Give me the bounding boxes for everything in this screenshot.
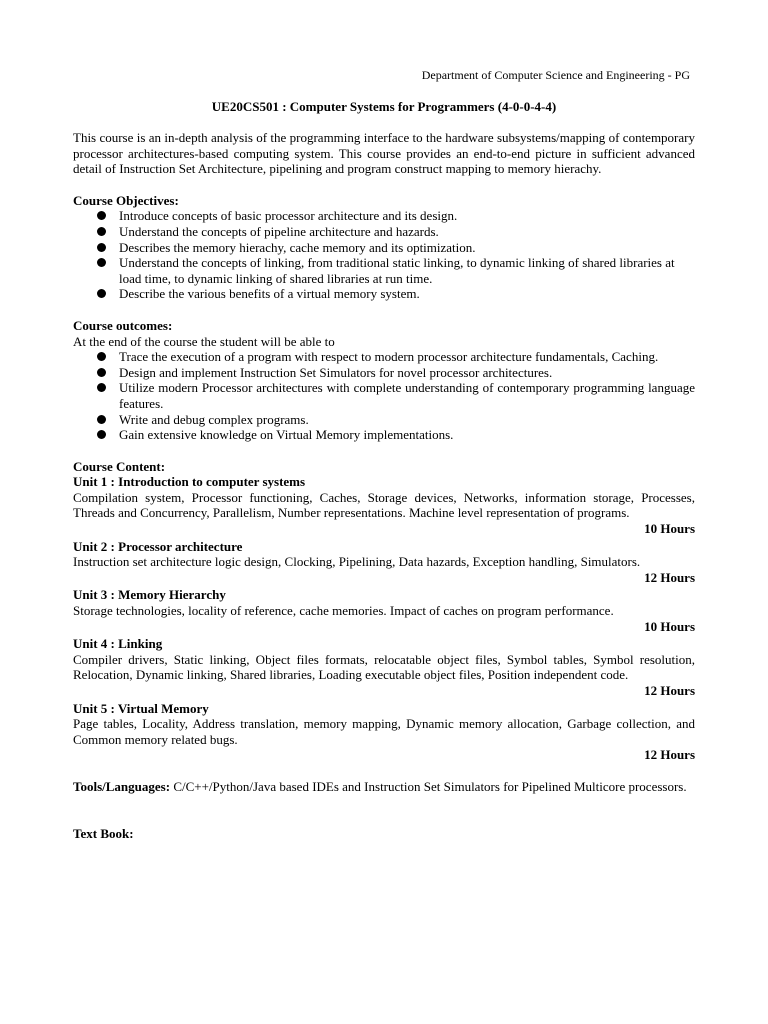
list-item: Gain extensive knowledge on Virtual Memory implementations. (119, 427, 695, 443)
unit-2-text: Instruction set architecture logic design, Clocking, Pipelining, Data hazards, Exception handling, Simulators. (73, 554, 641, 570)
objectives-list (73, 208, 695, 302)
unit-2-hours: 12 Hours (644, 569, 695, 585)
outcomes-list (73, 349, 695, 443)
course-intro: This course is an in-depth analysis of the programming interface to the hardware subsystems/mapping of contemporary processor architectures-based computing system. This course provides an end-to-end picture in sufficient advanced detail of Instruction Set Architecture, pipelining and program construct mapping to memory hierachy. (73, 130, 695, 177)
tools-paragraph (73, 779, 695, 795)
list-item: Write and debug complex programs. (119, 412, 695, 428)
content-heading: Course Content: (73, 458, 166, 474)
unit-3-title: Unit 3 : Memory Hierarchy (73, 587, 226, 603)
department-header: Department of Computer Science and Engineering - PG (421, 68, 690, 82)
list-item: Understand the concepts of pipeline architecture and hazards. (119, 224, 695, 240)
unit-1-text: Compilation system, Processor functioning, Caches, Storage devices, Networks, information storage, Processes, Threads and Concurrency, Parallelism, Number representations. Machine level representation of programs. (73, 489, 695, 521)
objectives-heading: Course Objectives: (73, 192, 179, 208)
unit-2-title: Unit 2 : Processor architecture (73, 538, 243, 554)
tools-label: Tools/Languages: (73, 778, 171, 794)
textbook-heading: Text Book: (73, 825, 134, 841)
outcomes-heading: Course outcomes: (73, 317, 173, 333)
unit-4-title: Unit 4 : Linking (73, 636, 163, 652)
list-item: Understand the concepts of linking, from traditional static linking, to dynamic linking of shared libraries at load time, to dynamic linking of shared libraries at run time. (119, 255, 695, 286)
unit-5-hours: 12 Hours (644, 747, 695, 763)
list-item: Describes the memory hierachy, cache memory and its optimization. (119, 240, 695, 256)
list-item: Trace the execution of a program with respect to modern processor architecture fundamentals, Caching. (119, 349, 695, 365)
outcomes-lead: At the end of the course the student will be able to (73, 333, 335, 349)
unit-3-text: Storage technologies, locality of reference, cache memories. Impact of caches on program performance. (73, 603, 614, 619)
unit-1-title: Unit 1 : Introduction to computer systems (73, 474, 306, 490)
unit-5-title: Unit 5 : Virtual Memory (73, 700, 209, 716)
course-title: UE20CS501 : Computer Systems for Programmers (4-0-0-4-4) (211, 99, 557, 114)
unit-1-hours: 10 Hours (644, 521, 695, 537)
unit-4-text: Compiler drivers, Static linking, Object files formats, relocatable object files, Symbol tables, Symbol resolution, Relocation, Dynamic linking, Shared libraries, Loading executable object files, Position independent code. (73, 651, 695, 683)
list-item: Design and implement Instruction Set Simulators for novel processor architectures. (119, 365, 695, 381)
unit-3-hours: 10 Hours (644, 618, 695, 634)
list-item: Describe the various benefits of a virtual memory system. (119, 286, 695, 302)
unit-4-hours: 12 Hours (644, 683, 695, 698)
list-item: Introduce concepts of basic processor architecture and its design. (119, 208, 695, 224)
tools-text: C/C++/Python/Java based IDEs and Instruction Set Simulators for Pipelined Multicore processors. (170, 778, 687, 794)
unit-5-text: Page tables, Locality, Address translation, memory mapping, Dynamic memory allocation, Garbage collection, and Common memory related bugs. (73, 716, 695, 747)
list-item: Utilize modern Processor architectures with complete understanding of contemporary programming language features. (119, 380, 695, 411)
document-body (73, 130, 695, 841)
